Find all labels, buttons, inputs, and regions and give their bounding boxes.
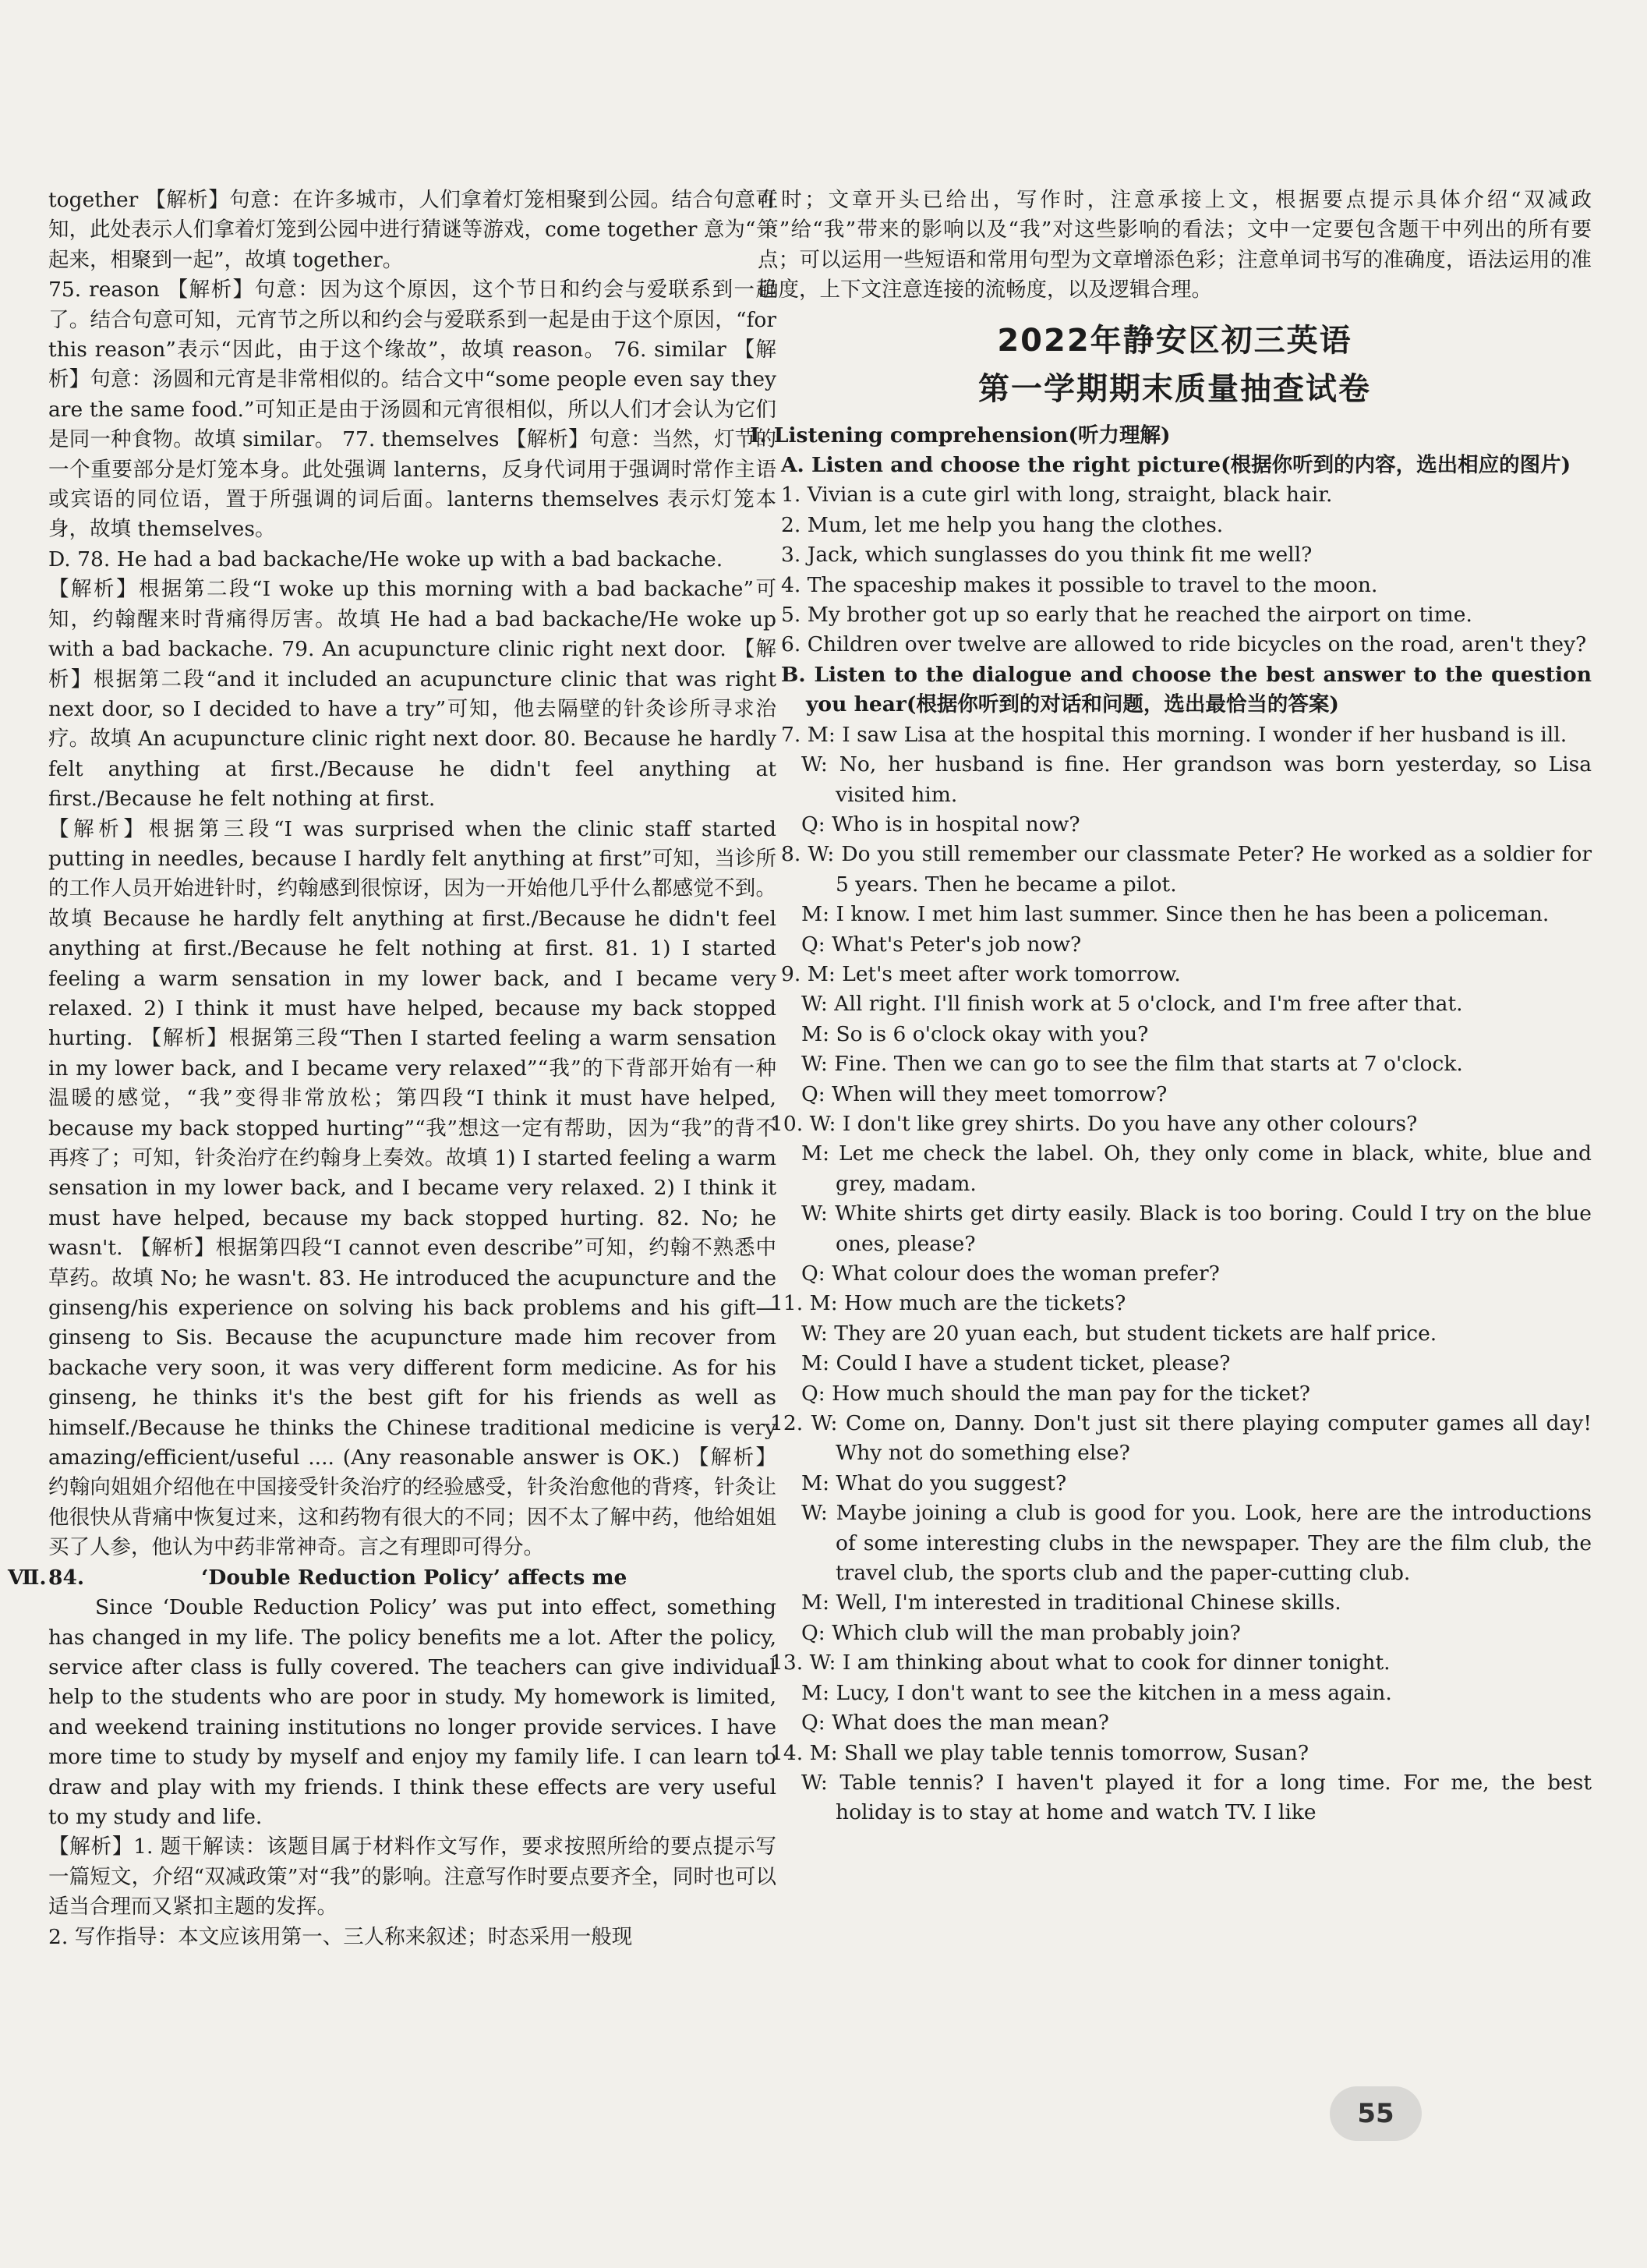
essay-explanation: 【解析】1. 题干解读：该题目属于材料作文写作，要求按照所给的要点提示写一篇短文，介绍“双减政策”对“我”的影响。注意写作时要点要齐全，同时也可以适当合理而又紧扣主题的发挥。 [48,1835,776,1919]
part-a-heading: A. Listen and choose the right picture(根据你听到的内容，选出相应的图片) [781,453,1571,478]
dialogue-line: W: Table tennis? I haven't played it for a long time. For me, the best holiday is to stay at home and watch TV. I like [801,1770,1592,1825]
essay-number: 84. [48,1565,85,1590]
section-1-heading: Ⅰ. Listening comprehension(听力理解) [750,423,1171,448]
answer-74-explanation: together 【解析】句意：在许多城市，人们拿着灯笼相聚到公园。结合句意可知，此处表示人们拿着灯笼到公园中进行猜谜等游戏，come together 意为“一起来，相聚到一起”，故填 together。 [48,188,776,272]
dialogue-line: W: White shirts get dirty easily. Black is too boring. Could I try on the blue ones, please? [801,1201,1592,1256]
dialogue-line: Q: Who is in hospital now? [801,812,1080,837]
writing-guide-continued: 在时；文章开头已给出，写作时，注意承接上文，根据要点提示具体介绍“双减政策”给“我”带来的影响以及“我”对这些影响的看法；文中一定要包含题干中列出的所有要点；可以运用一些短语和常用句型为文章增添色彩；注意单词书写的准确度，语法运用的准确度，上下文注意连接的流畅度，以及逻辑合理。 [758,188,1592,303]
dialogue-line: W: Maybe joining a club is good for you. Look, here are the introductions of some interesting clubs in the newspaper. They are the film club, the travel club, the sports club and the paper-cutting club. [801,1501,1592,1586]
writing-guide: 2. 写作指导：本文应该用第一、三人称来叙述；时态采用一般现 [48,1924,633,1949]
dialogue-line: Q: What does the man mean? [801,1711,1110,1735]
section-marker: Ⅶ. [8,1565,47,1590]
a-item-1: 1. Vivian is a cute girl with long, straight, black hair. [781,483,1333,508]
essay-body: Since ‘Double Reduction Policy’ was put into effect, something has changed in my life. The policy benefits me a lot. After the policy, service after class is fully covered. The teachers can give individual help to the students who are poor in study. My homework is limited, and weekend training institutions no longer provide services. I have more time to study by myself and enjoy my family life. I can learn to draw and play with my friends. I think these effects are very useful to my study and life. [48,1595,776,1829]
dialogue-line: 12. W: Come on, Danny. Don't just sit there playing computer games all day! Why not do something else? [770,1411,1592,1466]
dialogue-line: 11. M: How much are the tickets? [770,1291,1126,1316]
dialogue-line: M: I know. I met him last summer. Since then he has been a policeman. [801,902,1550,927]
exam-title-line2: 第一学期期末质量抽查试卷 [978,370,1371,407]
dialogue-line: M: Lucy, I don't want to see the kitchen in a mess again. [801,1680,1392,1705]
dialogue-line: M: So is 6 o'clock okay with you? [801,1021,1149,1046]
dialogue-line: 13. W: I am thinking about what to cook for dinner tonight. [770,1651,1391,1675]
dialogue-line: 14. M: Shall we play table tennis tomorrow, Susan? [770,1740,1309,1765]
left-column [8,186,776,1952]
dialogue-line: Q: What's Peter's job now? [801,932,1082,957]
dialogue-line: 7. M: I saw Lisa at the hospital this morning. I wonder if her husband is ill. [781,722,1567,747]
answer-78: D. 78. He had a bad backache/He woke up with a bad backache. [48,547,723,571]
dialogue-line: M: Well, I'm interested in traditional Chinese skills. [801,1590,1341,1615]
a-item-6: 6. Children over twelve are allowed to ride bicycles on the road, aren't they? [781,632,1587,657]
dialogue-line: Q: When will they meet tomorrow? [801,1081,1168,1106]
dialogue-line: M: What do you suggest? [801,1470,1067,1495]
dialogue-line: W: No, her husband is fine. Her grandson was born yesterday, so Lisa visited him. [801,752,1592,807]
a-item-5: 5. My brother got up so early that he reached the airport on time. [781,603,1472,628]
dialogue-line: M: Let me check the label. Oh, they only come in black, white, blue and grey, madam. [801,1141,1592,1196]
essay-title: ‘Double Reduction Policy’ affects me [201,1565,627,1590]
answers-78-80-explanation: 【解析】根据第二段“I woke up this morning with a bad backache”可知，约翰醒来时背痛得厉害。故填 He had a bad backache/He woke up with a bad backache. 79. An acupuncture clinic right next door. 【解析】根据第二段“and it included an acupuncture clinic that was right next door, so I decided to have a try”可知，他去隔壁的针灸诊所寻求治疗。故填 An acupuncture clinic right next door. 80. Because he hardly felt anything at first./Because he didn't feel anything at first./Because he felt nothing at first. [48,577,776,812]
a-item-4: 4. The spaceship makes it possible to travel to the moon. [781,572,1378,597]
dialogue-line: W: Fine. Then we can go to see the film that starts at 7 o'clock. [801,1052,1463,1077]
dialogue-line: Q: How much should the man pay for the ticket? [801,1381,1310,1406]
dialogue-line: W: All right. I'll finish work at 5 o'clock, and I'm free after that. [801,992,1463,1017]
exam-title-line1: 2022年静安区初三英语 [997,322,1352,359]
dialogue-line: Q: Which club will the man probably join? [801,1620,1241,1645]
dialogue-line: 10. W: I don't like grey shirts. Do you have any other colours? [770,1111,1418,1136]
page-number: 55 [1330,2086,1422,2141]
dialogue-line: Q: What colour does the woman prefer? [801,1261,1220,1286]
part-b-heading: B. Listen to the dialogue and choose the best answer to the question you hear(根据你听到的对话和问题，选出最恰当的答案) [781,662,1592,717]
dialogue-line: M: Could I have a student ticket, please? [801,1351,1231,1376]
answers-80-83-explanation: 【解析】根据第三段“I was surprised when the clinic staff started putting in needles, because I hardly felt anything at first”可知，当诊所的工作人员开始进针时，约翰感到很惊讶，因为一开始他几乎什么都感觉不到。故填 Because he hardly felt anything at first./Because he didn't feel anything at first./Because he felt nothing at first. 81. 1) I started feeling a warm sensation in my lower back, and I became very relaxed. 2) I think it must have helped, because my back stopped hurting. 【解析】根据第三段“Then I started feeling a warm sensation in my lower back, and I became very relaxed”“我”的下背部开始有一种温暖的感觉，“我”变得非常放松；第四段“I think it must have helped, because my back stopped hurting”“我”想这一定有帮助，因为“我”的背不再疼了；可知，针灸治疗在约翰身上奏效。故填 1) I started feeling a warm sensation in my lower back, and I became very relaxed. 2) I think it must have helped, because my back stopped hurting. 82. No; he wasn't. 【解析】根据第四段“I cannot even describe”可知，约翰不熟悉中草药。故填 No; he wasn't. 83. He introduced the acupuncture and the ginseng/his experience on solving his back problems and his gift—ginseng to Sis. Because the acupuncture made him recover from backache very soon, it was very different form medicine. As for his ginseng, he thinks it's the best gift for his friends as well as himself./Because he thinks the Chinese traditional medicine is very amazing/efficient/useful .... (Any reasonable answer is OK.) 【解析】约翰向姐姐介绍他在中国接受针灸治疗的经验感受，针灸治愈他的背疼，针灸让他很快从背痛中恢复过来，这和药物有很大的不同；因不太了解中药，他给姐姐买了人参，他认为中药非常神奇。言之有理即可得分。 [48,816,776,1560]
dialogue-line: W: They are 20 yuan each, but student tickets are half price. [801,1321,1437,1346]
right-column [750,186,1592,1828]
dialogue-line: 9. M: Let's meet after work tomorrow. [781,961,1181,986]
a-item-2: 2. Mum, let me help you hang the clothes. [781,512,1224,537]
dialogue-line: 8. W: Do you still remember our classmate Peter? He worked as a soldier for 5 years. Then he became a pilot. [781,842,1592,897]
essay-heading [8,1563,776,1593]
a-item-3: 3. Jack, which sunglasses do you think fit me well? [781,543,1313,568]
answers-75-77: 75. reason 【解析】句意：因为这个原因，这个节日和约会与爱联系到一起了。结合句意可知，元宵节之所以和约会与爱联系到一起是由于这个原因，“for this reason”表示“因此，由于这个缘故”，故填 reason。 76. similar 【解析】句意：汤圆和元宵是非常相似的。结合文中“some people even say they are the same food.”可知正是由于汤圆和元宵很相似，所以人们才会认为它们是同一种食物。故填 similar。 77. themselves 【解析】句意：当然，灯节的一个重要部分是灯笼本身。此处强调 lanterns，反身代词用于强调时常作主语或宾语的同位语，置于所强调的词后面。lanterns themselves 表示灯笼本身，故填 themselves。 [48,278,776,542]
